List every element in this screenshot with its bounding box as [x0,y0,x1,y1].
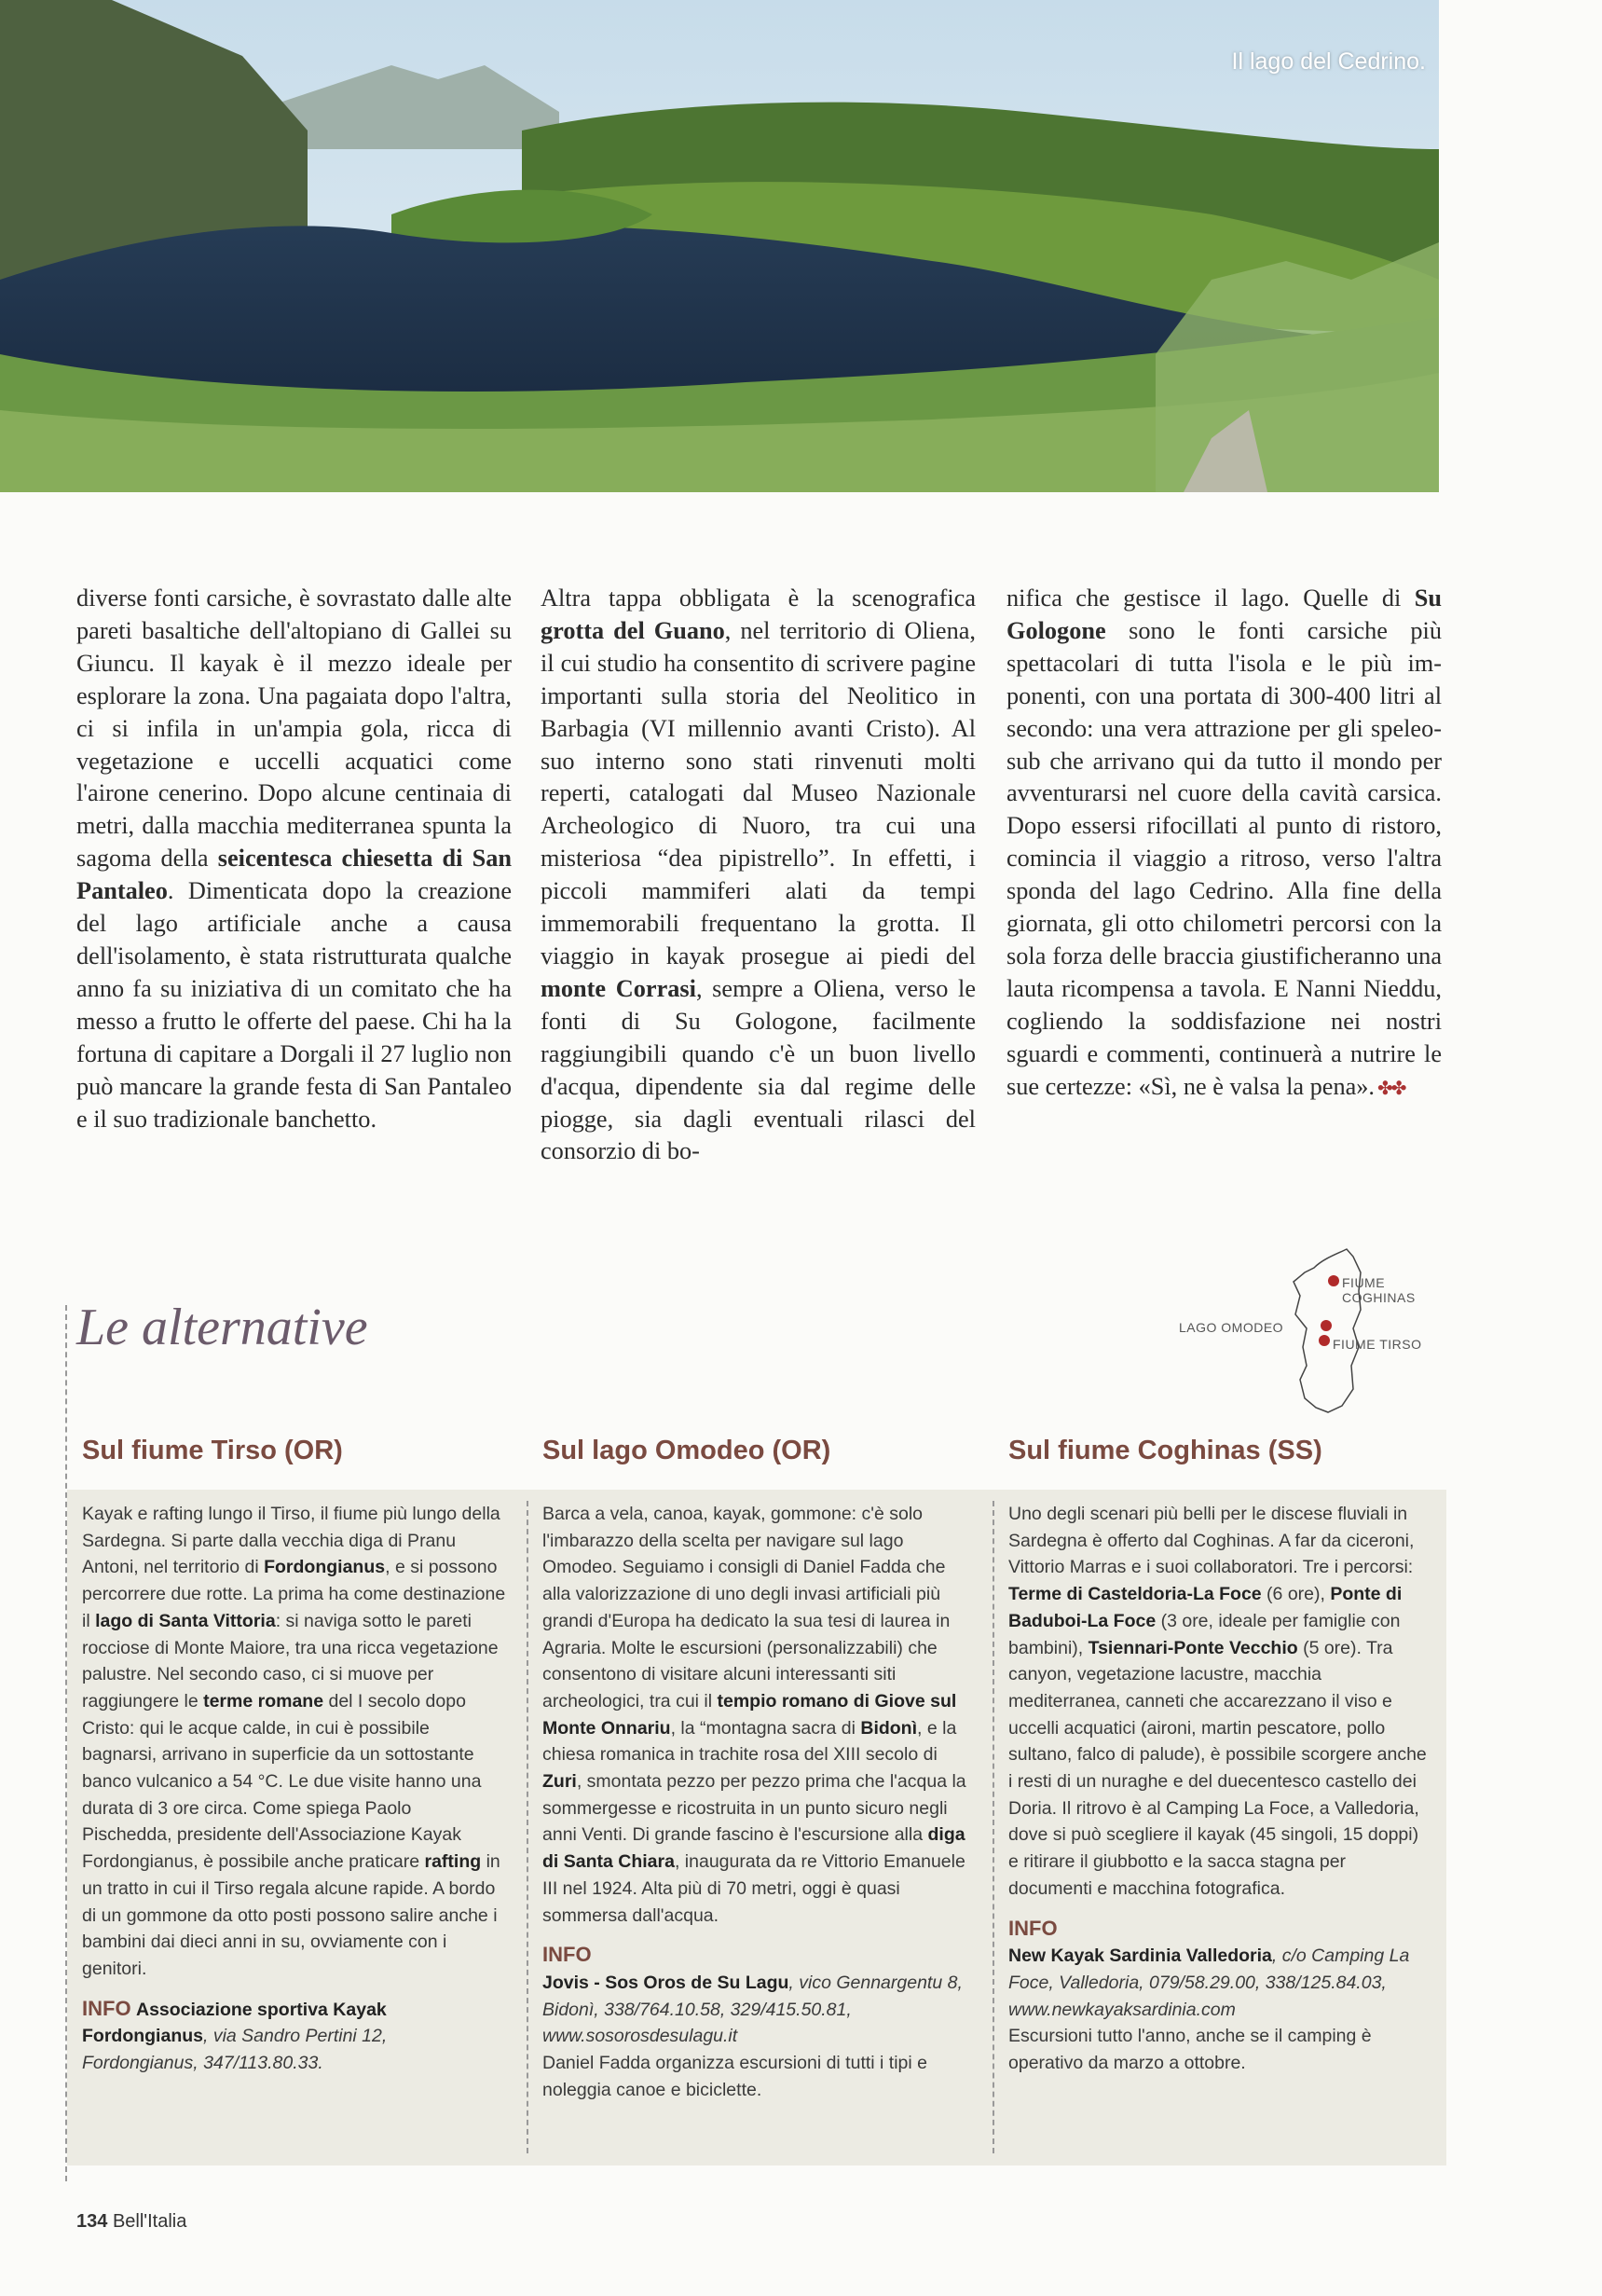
info-name: Associazione sportiva Kayak Fordongianus [82,1999,387,2047]
tirso-highlight: rafting [424,1851,482,1873]
box-divider-2 [993,1501,994,2153]
box-tirso-info [82,1996,506,2077]
col3-text-run: sono le fonti carsiche più spettacolari di tutta l'isola e le più imponenti, con una portata di 300-400 litri al secondo: una vera attrazione per gli speleo-sub che arrivano qui da tutto il mondo per avventurarsi nel cuore della cavità carsica. Dopo essersi rifocillati al punto di ristoro, comincia il viaggio a ritroso, verso l'altra sponda del lago Cedrino. Alla fine della giornata, gli otto chilometri percorsi con la sola forza delle braccia giustificheranno una lauta ricompensa a tavola. E Nanni Nieddu, cogliendo la soddisfazione nei nostri sguardi e commenti, continuerà a nutrire le sue certezze: «Sì, ne è valsa la pena». [1006,616,1442,1100]
map-label-omodeo: LAGO OMODEO [1179,1320,1284,1335]
box-heading-omodeo: Sul lago Omodeo (OR) [542,1436,831,1465]
article-column-2 [541,583,976,1168]
column-2-text [541,583,976,1168]
omodeo-text-run: , e la chiesa romanica in trachite rosa del XIII secolo di [542,1717,957,1766]
omodeo-marker [1321,1320,1332,1331]
omodeo-highlight: diga di Santa Chiara [542,1824,965,1873]
box-coghinas-body [1008,1501,1432,1903]
tirso-text-run: in un tratto in cui il Tirso regala alcune rapide. A bordo di un gommone da otto posti possono salire anche i bambini dai dieci anni in su, ovviamente con i genitori. [82,1851,500,1979]
omodeo-text-run: , inaugurata da re Vittorio Emanuele III nel 1924. Alta più di 70 metri, oggi è quasi sommersa dall'acqua. [542,1851,965,1926]
box-omodeo-info [542,1942,966,2103]
coghinas-text-run: (6 ore), [1261,1584,1331,1605]
end-of-article-mark: ✤✤ [1375,1078,1405,1099]
omodeo-highlight: Zuri [542,1771,577,1793]
col2-highlight: monte Corrasi [541,974,696,1002]
col2-text-run: , sempre a Oliena, verso le fonti di Su Gologone, facilmente raggiungibili quando c'è un buon livello d'acqua, dipendente sia dal regime delle piogge, sia dagli eventuali rilasci del consorzio di bo- [541,974,976,1165]
alternatives-title: Le alternative [76,1299,368,1356]
coghinas-text-run: Uno degli scenari più belli per le discese fluviali in Sardegna è offerto dal Coghinas. A far da ciceroni, Vittorio Marras e i suoi collaboratori. Tre i percorsi: [1008,1504,1415,1578]
omodeo-highlight: Bidonì [860,1717,918,1739]
tirso-marker [1319,1335,1330,1346]
tirso-text-run: , e si possono percorrere due rotte. La prima ha come destinazione il [82,1557,506,1631]
col2-text-run: Altra tappa obbligata è la scenografica [541,584,976,612]
coghinas-text-run: (5 ore). Tra canyon, vegetazione lacustre, macchia mediterranea, canneti che accarezzano il viso e uccelli acquatici (aironi, martin pescatore, pollo sultano, falco di palude), è possibile scorgere anche i resti di un nuraghe e del duecentesco castello dei Doria. Il ritrovo è al Camping La Foce, a Valledoria, dove si può scegliere il kayak (45 singoli, 15 doppi) e ritirare il giubbotto e la sacca stagna per documenti e macchina fotografica. [1008,1637,1427,1899]
info-detail: , c/o Camping La Foce, Valledoria, 079/58.29.00, 338/125.84.03, www.newkayaksardinia.com [1008,1945,1410,2020]
photo-caption: Il lago del Cedrino. [1231,48,1426,75]
coghinas-highlight: Terme di Casteldoria-La Foce [1008,1584,1262,1605]
info-extra: Escursioni tutto l'anno, anche se il camping è operativo da marzo a ottobre. [1008,2026,1372,2074]
box-divider-1 [527,1501,528,2153]
box-heading-coghinas: Sul fiume Coghinas (SS) [1008,1436,1322,1465]
column-1-text [76,583,512,1135]
sardinia-map [1179,1240,1454,1426]
alt-box-coghinas [1008,1501,1432,2077]
coghinas-highlight: Ponte di Baduboi-La Foce [1008,1584,1403,1631]
box-coghinas-info [1008,1916,1432,2077]
alt-box-tirso [82,1501,506,2077]
coghinas-text-run: (3 ore, ideale per famiglie con bambini), [1008,1610,1401,1658]
omodeo-text-run: Barca a vela, canoa, kayak, gommone: c'è solo l'imbarazzo della scelta per navigare sul lago Omodeo. Seguiamo i consigli di Daniel Fadda che alla valorizzazione di uno degli invasi artificiali più grandi d'Europa ha dedicato la sua tesi di laurea in Agraria. Molte le escursioni (personalizzabili) che consentono di visitare alcuni interessanti siti archeologici, tra cui il [542,1504,951,1712]
col2-highlight: grotta del Guano [541,616,725,644]
info-label: INFO [1008,1916,1058,1940]
col1-text-run: diverse fonti carsiche, è sovrastato dalle alte pareti basaltiche dell'altopiano di Gallei su Giuncu. Il kayak è il mezzo ideale per esplorare la zona. Una pagaiata dopo l'altra, ci si infila in un'ampia gola, ricca di vegetazione e uccelli acquatici come l'airone cenerino. Dopo alcune centinaia di metri, dalla macchia mediterranea spunta la sagoma della [76,584,512,873]
lake-photo [0,0,1439,492]
box-heading-tirso: Sul fiume Tirso (OR) [82,1436,343,1465]
info-label: INFO [542,1943,592,1967]
tirso-text-run: : si naviga sotto le pareti rocciose di Monte Maiore, tra una ricca vegetazione palustre. Nel secondo caso, ci si muove per raggiungere le [82,1610,499,1712]
coghinas-marker [1328,1275,1339,1286]
info-name: New Kayak Sardinia Valledoria [1008,1945,1272,1967]
tirso-highlight: terme romane [203,1690,324,1712]
tirso-text-run: Kayak e rafting lungo il Tirso, il fiume più lungo della Sardegna. Si parte dalla vecchia diga di Pranu Antoni, nel territorio di [82,1504,500,1578]
col1-highlight: seicentesca chiesetta di San Pantaleo [76,845,512,905]
tirso-text-run: del I secolo dopo Cristo: qui le acque calde, in cui è possibile bagnarsi, arrivano in superficie da un sottostante banco vulcanico a 54 °C. Le due visite hanno una durata di 3 ore circa. Come spiega Paolo Pischedda, presidente dell'Associazione Kayak Fordongianus, è possibile anche praticare [82,1690,482,1873]
col3-text-run: nifica che gestisce il lago. Quelle di [1006,584,1415,612]
col1-text-run: . Dimenticata dopo la creazione del lago artificiale anche a causa dell'isolamento, è stata ristrutturata qualche anno fa su iniziativa di un comitato che ha messo a frutto le offerte del paese. Chi ha la fortuna di capitare a Dorgali il 27 luglio non può mancare la grande festa di San Pantaleo e il suo tradizionale banchetto. [76,877,512,1133]
col3-highlight: Su Gologone [1006,584,1442,644]
page-number: 134 [76,2211,108,2232]
tirso-highlight: Fordongianus [264,1557,386,1578]
column-3-text [1006,583,1442,1106]
box-omodeo-body [542,1501,966,1929]
tirso-highlight: lago di Santa Vittoria [95,1610,276,1631]
box-tirso-body [82,1501,506,1983]
info-name: Jovis - Sos Oros de Su Lagu [542,1972,789,1993]
magazine-name: Bell'Italia [112,2211,187,2232]
coghinas-highlight: Tsiennari-Ponte Vecchio [1088,1637,1298,1658]
omodeo-text-run: , smontata pezzo per pezzo prima che l'acqua la sommergesse e ricostruita in un punto sicuro negli anni Venti. Di grande fascino è l'escursione alla [542,1771,966,1846]
col2-text-run: , nel territorio di Oliena, il cui studio ha consentito di scrivere pagine importanti sulla storia del Neolitico in Barbagia (VI millennio avanti Cristo). Al suo interno sono stati rinvenuti molti reperti, catalogati dal Museo Nazionale Archeologico di Nuoro, tra cui una misteriosa “dea pipistrello”. In effetti, i piccoli mammiferi alati da tempi immemorabili frequentano la grotta. Il viaggio in kayak prosegue ai piedi del [541,616,976,969]
article-column-3 [1006,583,1442,1106]
alt-box-omodeo [542,1501,966,2103]
page-footer [76,2211,186,2233]
omodeo-highlight: tempio romano di Giove sul Monte Onnariu [542,1690,957,1739]
info-detail: , via Sandro Pertini 12, Fordongianus, 347/113.80.33. [82,2026,388,2074]
map-label-tirso: FIUME TIRSO [1333,1337,1422,1352]
info-label: INFO [82,1996,131,2020]
article-column-1 [76,583,512,1135]
info-detail: , vico Gennargentu 8, Bidonì, 338/764.10.58, 329/415.50.81, www.sosorosdesulagu.it [542,1972,963,2047]
map-label-coghinas: FIUME COGHINAS [1342,1275,1416,1305]
info-extra: Daniel Fadda organizza escursioni di tutti i tipi e noleggia canoe e biciclette. [542,2053,927,2100]
omodeo-text-run: , la “montagna sacra di [670,1717,861,1739]
